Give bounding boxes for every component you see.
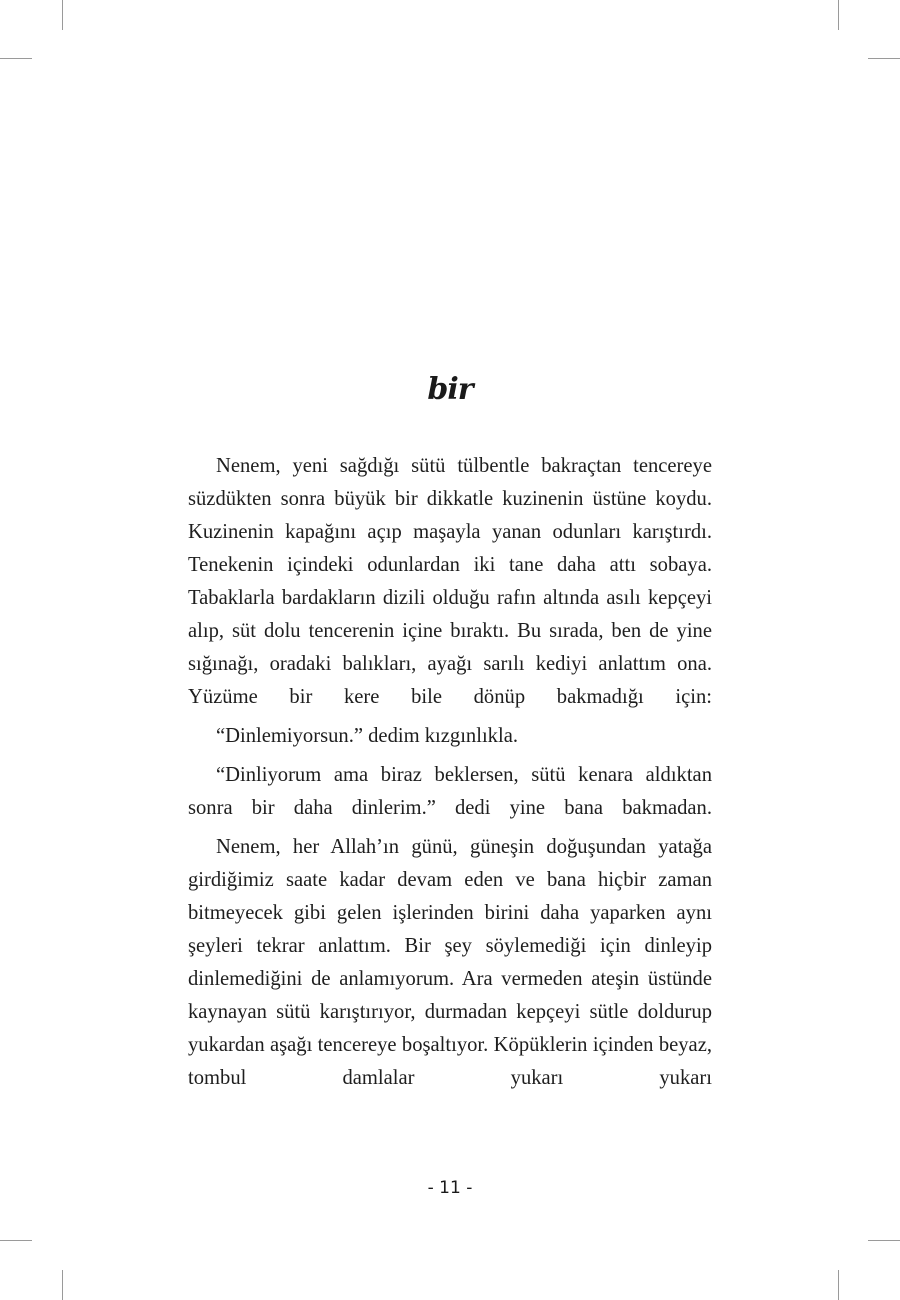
crop-mark-top-left bbox=[62, 0, 63, 30]
crop-mark-top-right bbox=[838, 0, 839, 30]
paragraph-2: “Dinlemiyorsun.” dedim kızgınlıkla. bbox=[216, 725, 518, 747]
crop-mark-bottom-right-h bbox=[868, 1240, 900, 1241]
chapter-title: bir bbox=[427, 372, 473, 407]
crop-mark-top-right-h bbox=[868, 58, 900, 59]
crop-mark-bottom-left bbox=[62, 1270, 63, 1300]
crop-mark-top-left-h bbox=[0, 58, 32, 59]
crop-mark-bottom-left-h bbox=[0, 1240, 32, 1241]
body-text bbox=[188, 450, 712, 1095]
paragraph-1: Nenem, yeni sağdığı sütü tülbentle bakraçtan tencereye süzdükten sonra büyük bir dikkatle kuzinenin üstüne koydu. Kuzinenin kapağını açıp maşayla yanan odunları karıştırdı. Tenekenin içindeki odunlardan iki tane daha attı sobaya. Tabaklarla bardakların dizili olduğu rafın altında asılı kepçeyi alıp, süt dolu tencerenin içine bıraktı. Bu sırada, ben de yine sığınağı, oradaki balıkları, ayağı sarılı kediyi anlattım ona. Yüzüme bir kere bile dönüp bakmadığı için: bbox=[188, 455, 712, 708]
page-number: - 11 - bbox=[427, 1178, 473, 1198]
paragraph-3: “Dinliyorum ama biraz beklersen, sütü kenara aldıktan sonra bir daha dinlerim.” dedi yine bana bakmadan. bbox=[188, 764, 712, 819]
paragraph-4: Nenem, her Allah’ın günü, güneşin doğuşundan yatağa girdiğimiz saate kadar devam eden ve bana hiçbir zaman bitmeyecek gibi gelen işlerinden birini daha yaparken aynı şeyleri tekrar anlattım. Bir şey söylemediği için dinleyip dinlemediğini de anlamıyorum. Ara vermeden ateşin üstünde kaynayan sütü karıştırıyor, durmadan kepçeyi sütle doldurup yukardan aşağı tencereye boşaltıyor. Köpüklerin içinden beyaz, tombul damlalar yukarı yukarı bbox=[188, 836, 712, 1089]
crop-mark-bottom-right bbox=[838, 1270, 839, 1300]
